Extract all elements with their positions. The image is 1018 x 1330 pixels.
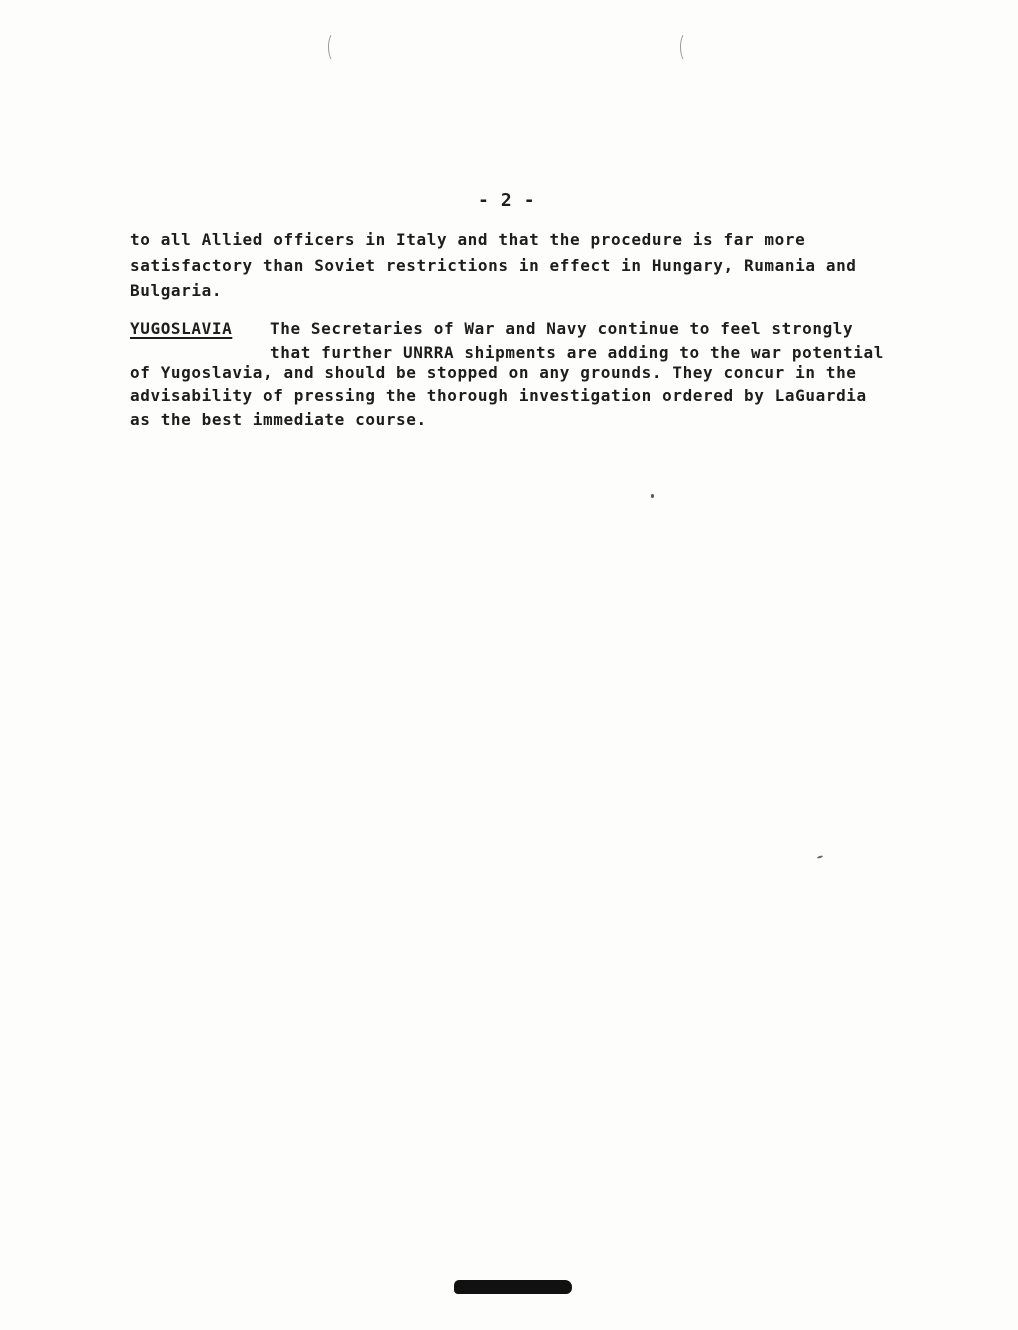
- scan-mark-left: [328, 32, 341, 62]
- paragraph2-line-3: of Yugoslavia, and should be stopped on any grounds. They concur in the: [130, 363, 857, 382]
- section-heading-yugoslavia: YUGOSLAVIA: [130, 319, 233, 338]
- paragraph2-line-4: advisability of pressing the thorough investigation ordered by LaGuardia: [130, 386, 867, 405]
- paragraph1-line-1: to all Allied officers in Italy and that the procedure is far more: [130, 230, 806, 249]
- redaction-bar: [454, 1280, 572, 1294]
- page-number: - 2 -: [478, 190, 536, 211]
- paragraph1-line-2: satisfactory than Soviet restrictions in effect in Hungary, Rumania and: [130, 256, 857, 275]
- ink-speck: [817, 855, 823, 859]
- ink-speck: [651, 494, 654, 498]
- paragraph2-line-2: that further UNRRA shipments are adding to the war potential: [270, 343, 884, 362]
- scan-mark-right: [680, 32, 693, 62]
- paragraph2-line-5: as the best immediate course.: [130, 410, 427, 429]
- paragraph1-line-3: Bulgaria.: [130, 281, 223, 300]
- paragraph2-line-1: The Secretaries of War and Navy continue to feel strongly: [270, 319, 854, 338]
